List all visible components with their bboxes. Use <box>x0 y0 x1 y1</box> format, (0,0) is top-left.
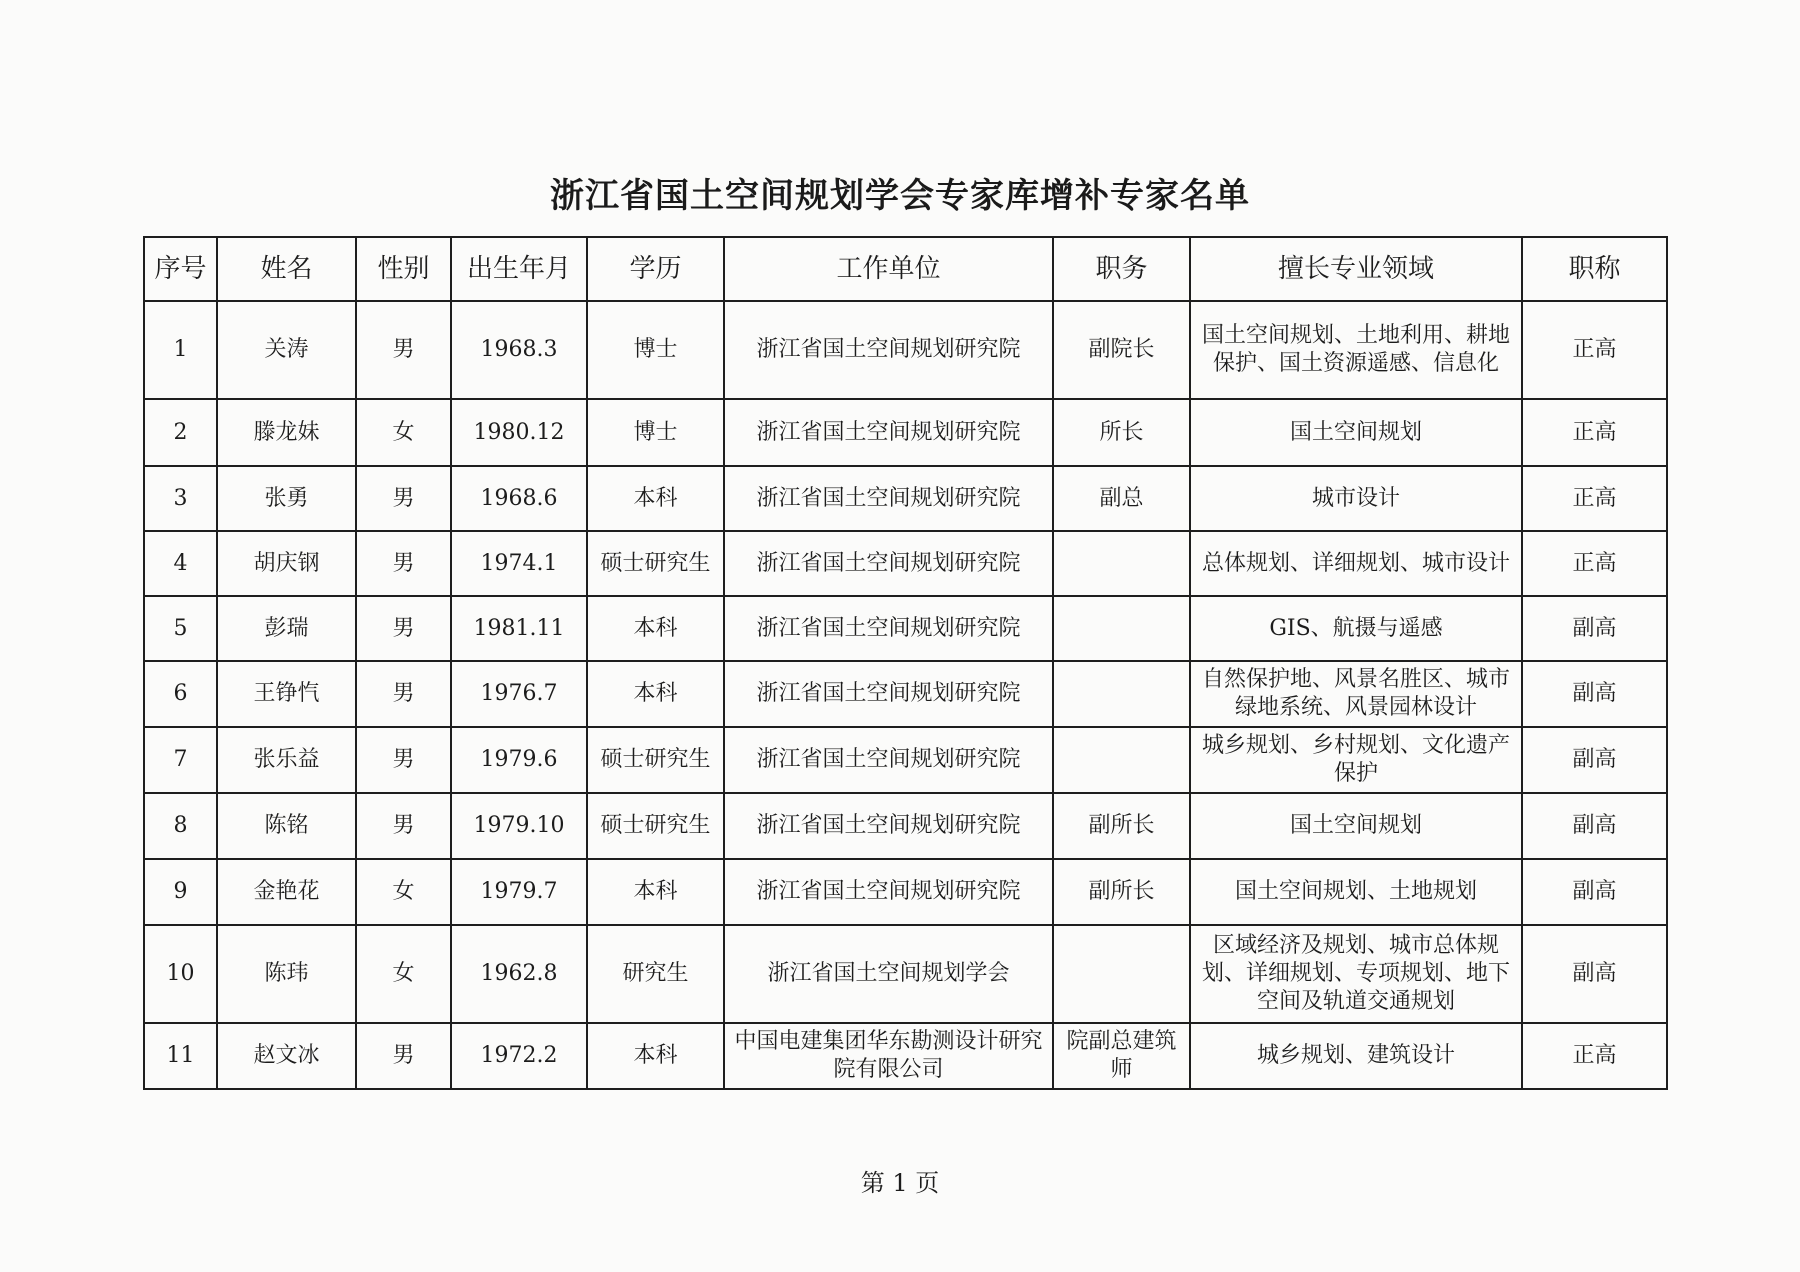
cell-birth: 1968.3 <box>451 301 587 399</box>
cell-no: 4 <box>144 531 217 596</box>
header-field: 擅长专业领域 <box>1190 237 1522 301</box>
cell-education: 本科 <box>587 596 724 661</box>
cell-no: 10 <box>144 925 217 1023</box>
cell-field: 国土空间规划 <box>1190 793 1522 859</box>
cell-position <box>1053 661 1190 727</box>
cell-gender: 女 <box>356 925 451 1023</box>
cell-title: 副高 <box>1522 661 1667 727</box>
cell-field: 自然保护地、风景名胜区、城市绿地系统、风景园林设计 <box>1190 661 1522 727</box>
cell-title: 正高 <box>1522 399 1667 466</box>
cell-org: 浙江省国土空间规划研究院 <box>724 399 1053 466</box>
cell-gender: 男 <box>356 1023 451 1089</box>
cell-birth: 1972.2 <box>451 1023 587 1089</box>
table-row <box>144 399 1667 466</box>
cell-no: 2 <box>144 399 217 466</box>
table-row <box>144 531 1667 596</box>
cell-title: 正高 <box>1522 531 1667 596</box>
cell-education: 本科 <box>587 466 724 531</box>
cell-title: 正高 <box>1522 301 1667 399</box>
cell-no: 11 <box>144 1023 217 1089</box>
cell-gender: 男 <box>356 661 451 727</box>
cell-org: 浙江省国土空间规划研究院 <box>724 727 1053 793</box>
cell-field: 国土空间规划、土地利用、耕地保护、国土资源遥感、信息化 <box>1190 301 1522 399</box>
cell-name: 赵文冰 <box>217 1023 356 1089</box>
cell-no: 6 <box>144 661 217 727</box>
cell-no: 9 <box>144 859 217 925</box>
cell-education: 硕士研究生 <box>587 531 724 596</box>
cell-no: 7 <box>144 727 217 793</box>
table-row <box>144 1023 1667 1089</box>
cell-org: 浙江省国土空间规划研究院 <box>724 596 1053 661</box>
document-title: 浙江省国土空间规划学会专家库增补专家名单 <box>550 176 1250 216</box>
cell-org: 浙江省国土空间规划研究院 <box>724 466 1053 531</box>
cell-gender: 男 <box>356 727 451 793</box>
cell-position: 副所长 <box>1053 859 1190 925</box>
cell-title: 正高 <box>1522 466 1667 531</box>
cell-field: 区域经济及规划、城市总体规划、详细规划、专项规划、地下空间及轨道交通规划 <box>1190 925 1522 1023</box>
cell-name: 胡庆钢 <box>217 531 356 596</box>
cell-title: 副高 <box>1522 596 1667 661</box>
table-row <box>144 301 1667 399</box>
cell-name: 陈铭 <box>217 793 356 859</box>
cell-org: 浙江省国土空间规划研究院 <box>724 793 1053 859</box>
header-title: 职称 <box>1522 237 1667 301</box>
cell-name: 张勇 <box>217 466 356 531</box>
cell-education: 硕士研究生 <box>587 727 724 793</box>
cell-gender: 男 <box>356 793 451 859</box>
page-number: 第 1 页 <box>860 1169 940 1197</box>
cell-birth: 1976.7 <box>451 661 587 727</box>
cell-birth: 1981.11 <box>451 596 587 661</box>
table-row <box>144 466 1667 531</box>
cell-title: 副高 <box>1522 925 1667 1023</box>
header-org: 工作单位 <box>724 237 1053 301</box>
header-birth: 出生年月 <box>451 237 587 301</box>
header-education: 学历 <box>587 237 724 301</box>
cell-position: 副所长 <box>1053 793 1190 859</box>
cell-position <box>1053 531 1190 596</box>
cell-birth: 1962.8 <box>451 925 587 1023</box>
cell-field: 城乡规划、建筑设计 <box>1190 1023 1522 1089</box>
cell-name: 金艳花 <box>217 859 356 925</box>
cell-no: 1 <box>144 301 217 399</box>
cell-gender: 男 <box>356 531 451 596</box>
cell-no: 5 <box>144 596 217 661</box>
cell-birth: 1974.1 <box>451 531 587 596</box>
cell-education: 研究生 <box>587 925 724 1023</box>
cell-birth: 1979.6 <box>451 727 587 793</box>
cell-name: 滕龙妹 <box>217 399 356 466</box>
header-position: 职务 <box>1053 237 1190 301</box>
cell-title: 副高 <box>1522 793 1667 859</box>
table-header-row <box>144 237 1667 301</box>
cell-title: 正高 <box>1522 1023 1667 1089</box>
cell-field: GIS、航摄与遥感 <box>1190 596 1522 661</box>
cell-org: 浙江省国土空间规划学会 <box>724 925 1053 1023</box>
cell-field: 总体规划、详细规划、城市设计 <box>1190 531 1522 596</box>
cell-education: 本科 <box>587 661 724 727</box>
cell-gender: 男 <box>356 466 451 531</box>
cell-education: 博士 <box>587 301 724 399</box>
cell-title: 副高 <box>1522 859 1667 925</box>
cell-gender: 女 <box>356 399 451 466</box>
cell-position: 院副总建筑师 <box>1053 1023 1190 1089</box>
cell-field: 国土空间规划、土地规划 <box>1190 859 1522 925</box>
cell-field: 城乡规划、乡村规划、文化遗产保护 <box>1190 727 1522 793</box>
cell-name: 陈玮 <box>217 925 356 1023</box>
cell-position: 副总 <box>1053 466 1190 531</box>
table-row <box>144 859 1667 925</box>
cell-name: 彭瑞 <box>217 596 356 661</box>
cell-title: 副高 <box>1522 727 1667 793</box>
cell-position: 副院长 <box>1053 301 1190 399</box>
table-row <box>144 727 1667 793</box>
table-row <box>144 661 1667 727</box>
table-row <box>144 596 1667 661</box>
cell-birth: 1980.12 <box>451 399 587 466</box>
cell-position: 所长 <box>1053 399 1190 466</box>
header-no: 序号 <box>144 237 217 301</box>
cell-education: 硕士研究生 <box>587 793 724 859</box>
cell-name: 关涛 <box>217 301 356 399</box>
cell-name: 王铮忾 <box>217 661 356 727</box>
cell-education: 博士 <box>587 399 724 466</box>
table-row <box>144 793 1667 859</box>
cell-org: 浙江省国土空间规划研究院 <box>724 661 1053 727</box>
cell-gender: 男 <box>356 596 451 661</box>
cell-position <box>1053 596 1190 661</box>
cell-name: 张乐益 <box>217 727 356 793</box>
cell-org: 浙江省国土空间规划研究院 <box>724 301 1053 399</box>
header-name: 姓名 <box>217 237 356 301</box>
cell-education: 本科 <box>587 1023 724 1089</box>
header-gender: 性别 <box>356 237 451 301</box>
cell-birth: 1968.6 <box>451 466 587 531</box>
table-row <box>144 925 1667 1023</box>
cell-birth: 1979.7 <box>451 859 587 925</box>
cell-org: 中国电建集团华东勘测设计研究院有限公司 <box>724 1023 1053 1089</box>
cell-gender: 男 <box>356 301 451 399</box>
cell-education: 本科 <box>587 859 724 925</box>
cell-field: 城市设计 <box>1190 466 1522 531</box>
expert-roster-table <box>143 236 1668 1090</box>
cell-birth: 1979.10 <box>451 793 587 859</box>
cell-position <box>1053 925 1190 1023</box>
cell-gender: 女 <box>356 859 451 925</box>
cell-no: 3 <box>144 466 217 531</box>
cell-position <box>1053 727 1190 793</box>
cell-no: 8 <box>144 793 217 859</box>
cell-field: 国土空间规划 <box>1190 399 1522 466</box>
cell-org: 浙江省国土空间规划研究院 <box>724 859 1053 925</box>
cell-org: 浙江省国土空间规划研究院 <box>724 531 1053 596</box>
